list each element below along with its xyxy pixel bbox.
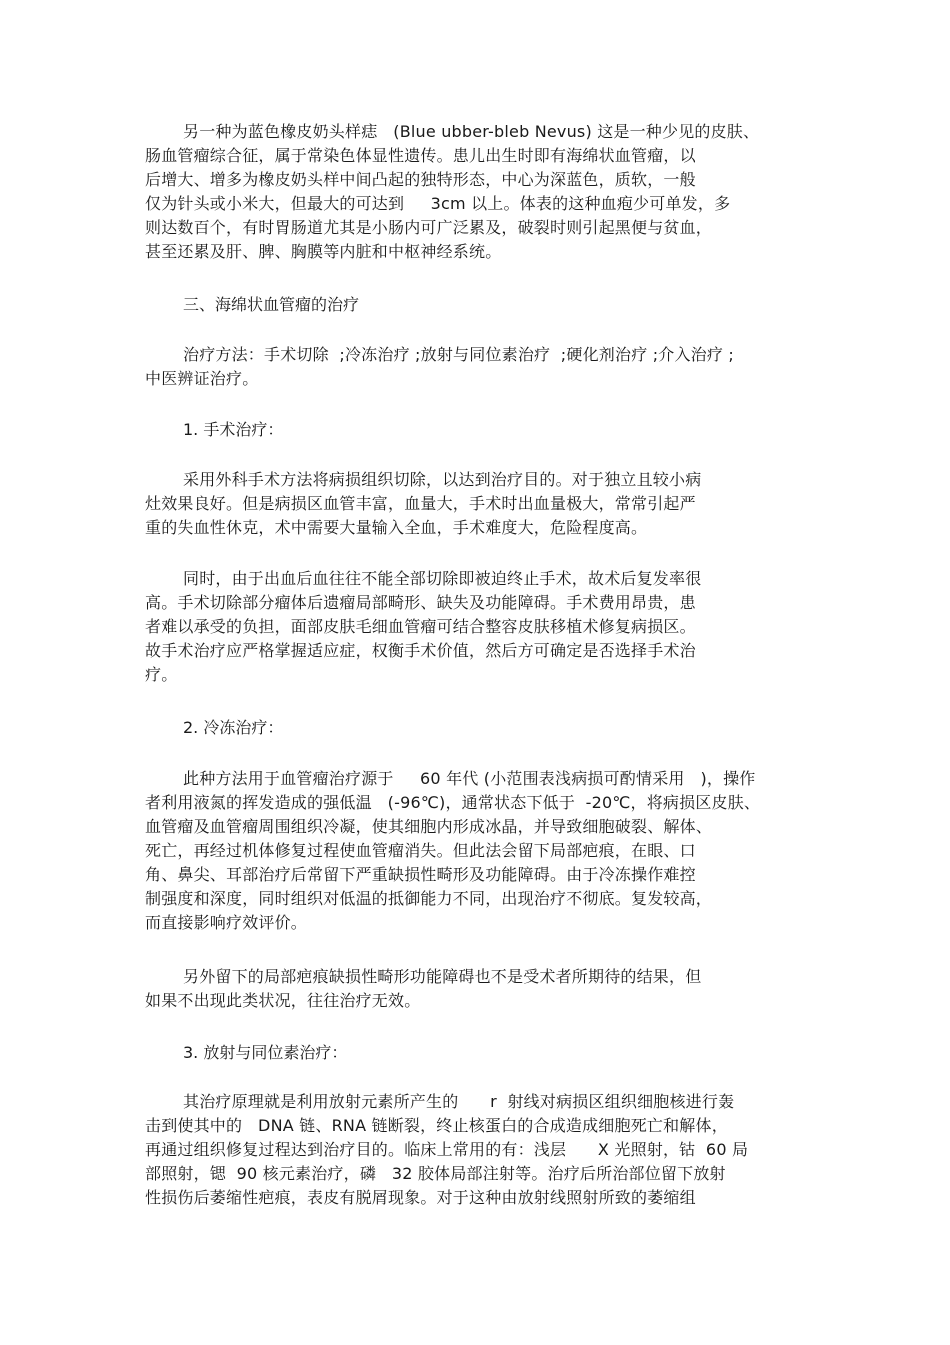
text-line: 高。手术切除部分瘤体后遗瘤局部畸形、缺失及功能障碍。手术费用昂贵，患 (145, 593, 696, 612)
text-line: 甚至还累及肝、脾、胸膜等内脏和中枢神经系统。 (145, 242, 502, 261)
text-line: 另外留下的局部疤痕缺损性畸形功能障碍也不是受术者所期待的结果，但 (183, 967, 702, 986)
text-line: 制强度和深度，同时组织对低温的抵御能力不同，出现治疗不彻底。复发较高， (145, 889, 713, 908)
text-line: 其治疗原理就是利用放射元素所产生的 r 射线对病损区组织细胞核进行轰 (183, 1092, 735, 1111)
paragraph-surgery-1 (145, 468, 825, 540)
text-line: 故手术治疗应严格掌握适应症，权衡手术价值，然后方可确定是否选择手术治 (145, 641, 696, 660)
text-line: 同时，由于出血后血往往不能全部切除即被迫终止手术，故术后复发率很 (183, 569, 702, 588)
text-line: 肠血管瘤综合征，属于常染色体显性遗传。患儿出生时即有海绵状血管瘤，以 (145, 146, 696, 165)
text-line: 而直接影响疗效评价。 (145, 913, 308, 932)
text-line: 则达数百个，有时胃肠道尤其是小肠内可广泛累及，破裂时则引起黑便与贫血， (145, 218, 713, 237)
text-line: 此种方法用于血管瘤治疗源于 60 年代 (小范围表浅病损可酌情采用 )，操作 (183, 769, 756, 788)
text-line: 死亡，再经过机体修复过程使血管瘤消失。但此法会留下局部疤痕，在眼、口 (145, 841, 696, 860)
text-line: 治疗方法：手术切除 ;冷冻治疗 ;放射与同位素治疗 ;硬化剂治疗 ;介入治疗 ; (183, 345, 734, 364)
text-line: 灶效果良好。但是病损区血管丰富，血量大，手术时出血量极大，常常引起严 (145, 494, 696, 513)
paragraph-treatment-methods (145, 343, 825, 391)
text-line: 击到使其中的 DNA 链、RNA 链断裂，终止核蛋白的合成造成细胞死亡和解体， (145, 1116, 728, 1135)
text-line: 重的失血性休克，术中需要大量输入全血，手术难度大，危险程度高。 (145, 518, 648, 537)
text-line: 再通过组织修复过程达到治疗目的。临床上常用的有：浅层 X 光照射，钴 60 局 (145, 1140, 749, 1159)
text-line: 者利用液氮的挥发造成的强低温 (-96℃)，通常状态下低于 -20℃，将病损区皮肤、 (145, 793, 761, 812)
paragraph-blue-rubber-bleb-nevus (145, 120, 825, 264)
paragraph-surgery-2 (145, 567, 825, 687)
subheading-cryotherapy: 2. 冷冻治疗： (183, 718, 284, 737)
text-line: 疗。 (145, 665, 178, 684)
paragraph-cryotherapy-1 (145, 767, 825, 935)
text-line: 血管瘤及血管瘤周围组织冷凝，使其细胞内形成冰晶，并导致细胞破裂、解体、 (145, 817, 713, 836)
text-line: 后增大、增多为橡皮奶头样中间凸起的独特形态，中心为深蓝色，质软，一般 (145, 170, 696, 189)
text-line: 者难以承受的负担，面部皮肤毛细血管瘤可结合整容皮肤移植术修复病损区。 (145, 617, 696, 636)
text-line: 另一种为蓝色橡皮奶头样痣 (Blue ubber-bleb Nevus) 这是一种少见的皮肤、 (183, 122, 760, 141)
subheading-radiation: 3. 放射与同位素治疗： (183, 1043, 348, 1062)
subheading-surgery: 1. 手术治疗： (183, 420, 284, 439)
text-line: 性损伤后萎缩性疤痕，表皮有脱屑现象。对于这种由放射线照射所致的萎缩组 (145, 1188, 696, 1207)
paragraph-radiation (145, 1090, 825, 1210)
text-line: 采用外科手术方法将病损组织切除，以达到治疗目的。对于独立且较小病 (183, 470, 702, 489)
text-line: 仅为针头或小米大，但最大的可达到 3cm 以上。体表的这种血疱少可单发，多 (145, 194, 731, 213)
text-line: 如果不出现此类状况，往往治疗无效。 (145, 991, 421, 1010)
section-heading-treatment: 三、海绵状血管瘤的治疗 (183, 295, 360, 314)
text-line: 角、鼻尖、耳部治疗后常留下严重缺损性畸形及功能障碍。由于冷冻操作难控 (145, 865, 696, 884)
text-line: 中医辨证治疗。 (145, 369, 259, 388)
paragraph-cryotherapy-2 (145, 965, 825, 1013)
text-line: 部照射，锶 90 核元素治疗，磷 32 胶体局部注射等。治疗后所治部位留下放射 (145, 1164, 726, 1183)
